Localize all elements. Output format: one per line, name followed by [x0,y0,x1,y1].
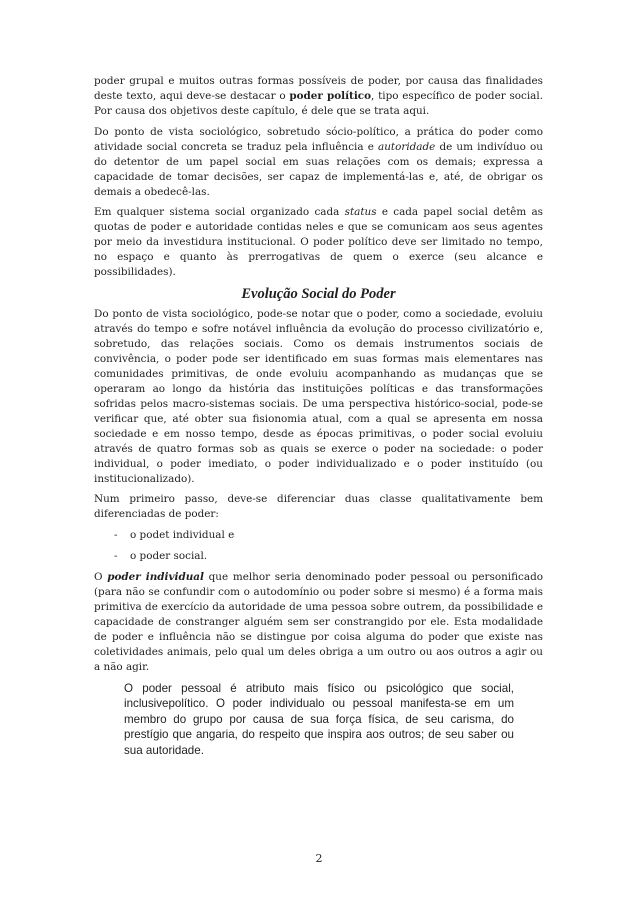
paragraph-1-text-c: , tipo específico de poder social. Por causa dos objetivos deste capítulo, é dele que se trata aqui. [94,90,543,117]
list-item-text: o podet individual e [130,528,235,541]
paragraph-3-text-c: e cada papel social detêm as quotas de poder e autoridade contidas neles e que se comunicam aos seus agentes por meio da investidura institucional. O poder político deve ser limitado no tempo, no espaço e quanto às prerrogativas de quem o exerce (seu alcance e possibilidades). [94,206,543,278]
paragraph-2-text-c: de um indivíduo ou do detentor de um papel social em suas relações com os demais; expressa a capacidade de tomar decisões, ser capaz de implementá-las e, até, de obrigar os demais a obedecê-las. [94,140,543,198]
list-dash: - [114,528,118,541]
autoridade-term: autoridade [378,140,436,153]
section-heading: Evolução Social do Poder [241,285,396,302]
paragraph-6-text-c: que melhor seria denominado poder pessoal ou personificado (para não se confundir com o autodomínio ou poder sobre si mesmo) é a forma mais primitiva de exercício da autoridade de uma pessoa sobre outrem, da possibilidade e capacidade de constranger alguém sem ser constrangido por ele. Esta modalidade de poder e influência não se distingue por coisa alguma do poder que existe nas coletividades animais, pelo qual um deles obriga a um outro ou aos outros a agir ou a não agir. [94,570,543,673]
list-item [94,549,543,564]
paragraph-6-text-a: O [94,570,108,583]
paragraph-1 [94,74,543,119]
paragraph-2-text-a: Do ponto de vista sociológico, sobretudo sócio-político, a prática do poder como atividade social concreta se traduz pela influência e [94,125,543,153]
list-dash: - [114,549,118,562]
list-item [94,528,543,543]
poder-individual-term: poder individual [107,570,204,583]
body-text [94,74,543,758]
paragraph-5: Num primeiro passo, deve-se diferenciar duas classe qualitativamente bem diferenciadas de poder: [94,493,543,520]
list-item-text: o poder social. [130,549,208,562]
paragraph-3 [94,205,543,280]
power-types-list [94,528,543,564]
status-term: status [344,206,377,218]
paragraph-6 [94,570,543,675]
page-number: 2 [315,852,323,865]
paragraph-2 [94,125,543,200]
paragraph-4: Do ponto de vista sociológico, pode-se notar que o poder, como a sociedade, evoluiu através do tempo e sofre notável influência da evolução do processo civilizatório e, sobretudo, das relações sociais. Como os demais instrumentos sociais de convivência, o poder pode ser identificado em suas formas mais elementares nas comunidades primitivas, de onde evoluiu acompanhando as mudanças que se operaram ao longo da história das instituições políticas e das transformações sofridas pelos macro-sistemas sociais. De uma perspectiva histórico-social, pode-se verificar que, até obter sua fisionomia atual, com a qual se apresenta em nossa sociedade e em nosso tempo, desde as épocas primitivas, o poder social evoluiu através de quatro formas sob as quais se exerce o poder na sociedade: o poder individual, o poder imediato, o poder individualizado e o poder instituído (ou institucionalizado). [94,307,543,485]
paragraph-3-text-a: Em qualquer sistema social organizado cada [94,206,345,218]
paragraph-1-text-a: poder grupal e muitos outras formas possíveis de poder, por causa das finalidades deste texto, aqui deve-se destacar o [94,75,543,102]
block-quote: O poder pessoal é atributo mais físico ou psicológico que social, inclusivepolítico. O poder individualo ou pessoal manifesta-se em um membro do grupo por causa de sua força física, de seu carisma, do prestígio que angaria, do respeito que inspira aos outros; de seu saber ou sua autoridade. [124,681,514,757]
poder-politico-term: poder político [289,90,372,102]
